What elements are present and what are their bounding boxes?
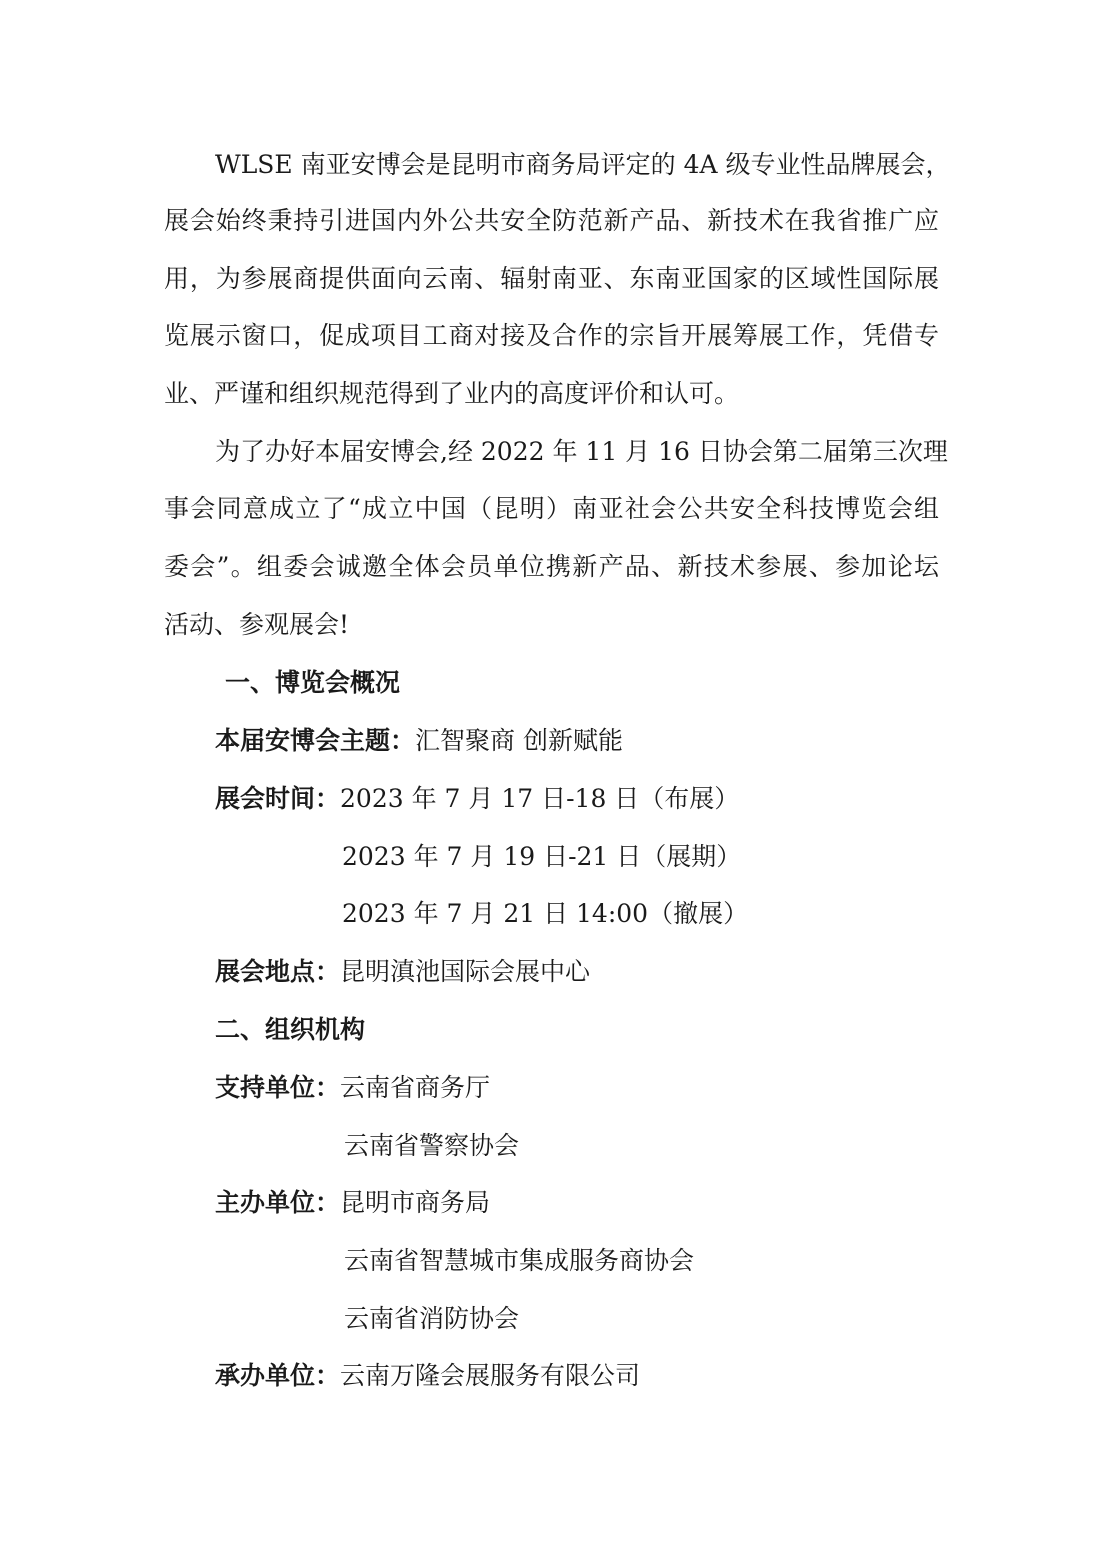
organizer-label: 承办单位： <box>215 1361 341 1390</box>
support-label: 支持单位： <box>215 1073 341 1102</box>
host-value-2: 云南省智慧城市集成服务商协会 <box>344 1246 695 1275</box>
support-value-1: 云南省商务厅 <box>340 1073 491 1102</box>
host-value-1: 昆明市商务局 <box>340 1188 491 1217</box>
para2-line-1: 为了办好本届安博会,经 2022 年 11 月 16 日协会第二届第三次理 <box>215 437 948 466</box>
para2-line-3: 委会”。组委会诚邀全体会员单位携新产品、新技术参展、参加论坛 <box>164 552 939 581</box>
organizer-value: 云南万隆会展服务有限公司 <box>340 1361 641 1390</box>
intro-line-2: 展会始终秉持引进国内外公共安全防范新产品、新技术在我省推广应 <box>164 206 939 235</box>
organizer-row <box>215 1361 640 1391</box>
theme-value: 汇智聚商 创新赋能 <box>415 726 623 755</box>
theme-row <box>215 726 623 756</box>
time-value-2: 2023 年 7 月 19 日-21 日（展期） <box>342 842 742 871</box>
venue-row <box>215 957 590 987</box>
support-value-2: 云南省警察协会 <box>344 1131 520 1160</box>
section2-heading: 二、组织机构 <box>215 1015 366 1044</box>
support-row <box>215 1073 490 1103</box>
time-row <box>215 784 739 814</box>
para2-line-4: 活动、参观展会! <box>164 610 350 639</box>
intro-line-5: 业、严谨和组织规范得到了业内的高度评价和认可。 <box>164 379 740 408</box>
para2-line-2: 事会同意成立了“成立中国（昆明）南亚社会公共安全科技博览会组 <box>164 494 939 523</box>
host-row <box>215 1188 490 1218</box>
time-value-3: 2023 年 7 月 21 日 14:00（撤展） <box>342 899 749 928</box>
time-label: 展会时间： <box>215 784 341 813</box>
intro-line-4: 览展示窗口，促成项目工商对接及合作的宗旨开展筹展工作，凭借专 <box>164 321 939 350</box>
theme-label: 本届安博会主题： <box>215 726 416 755</box>
intro-line-3: 用，为参展商提供面向云南、辐射南亚、东南亚国家的区域性国际展 <box>164 264 939 293</box>
host-label: 主办单位： <box>215 1188 341 1217</box>
host-value-3: 云南省消防协会 <box>344 1304 520 1333</box>
time-value-1: 2023 年 7 月 17 日-18 日（布展） <box>340 784 740 813</box>
venue-value: 昆明滇池国际会展中心 <box>340 957 591 986</box>
intro-line-1: WLSE 南亚安博会是昆明市商务局评定的 4A 级专业性品牌展会， <box>215 150 951 179</box>
venue-label: 展会地点： <box>215 957 341 986</box>
section1-heading: 一、博览会概况 <box>225 668 401 697</box>
